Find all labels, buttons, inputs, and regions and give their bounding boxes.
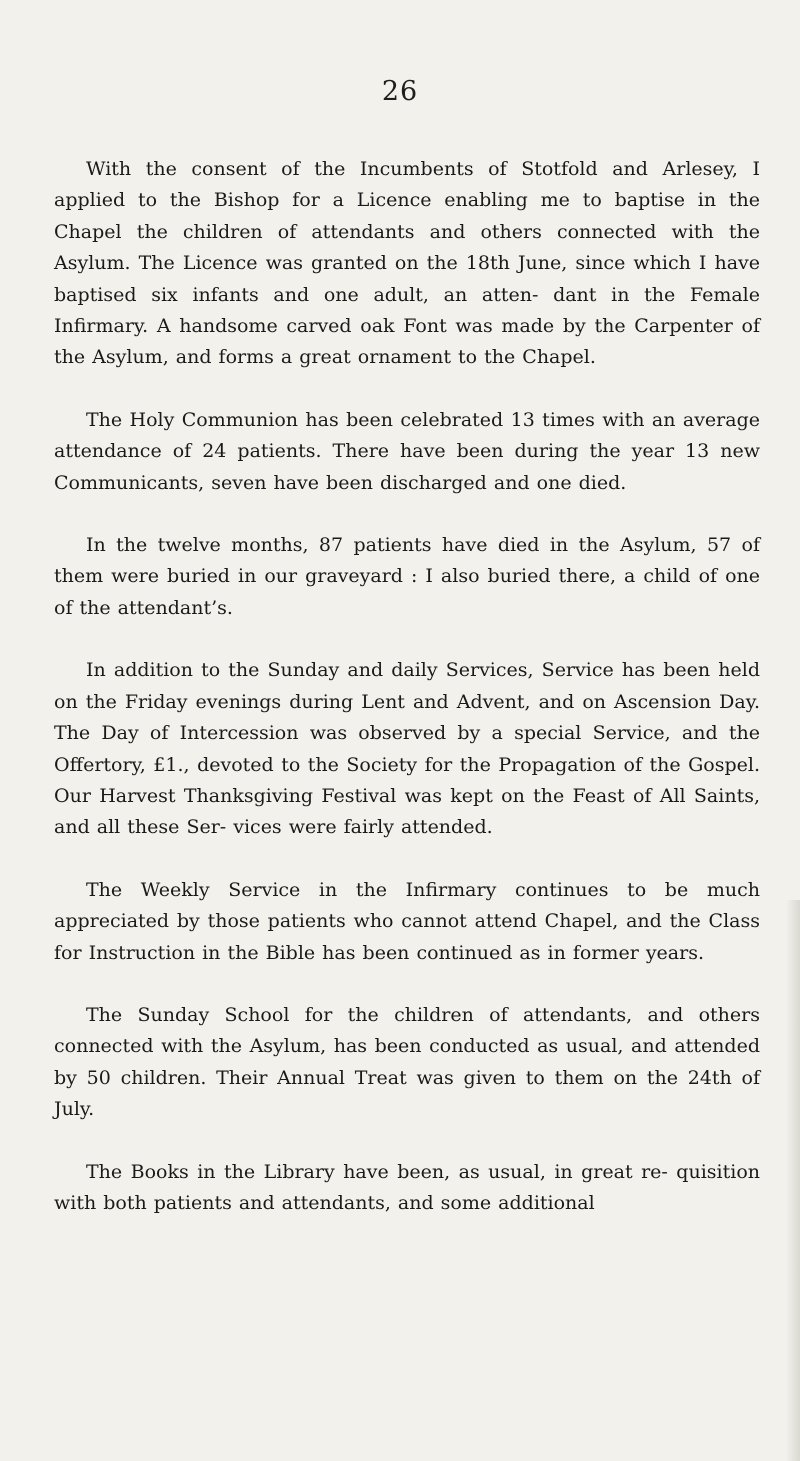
page-edge-shadow [786,900,800,1461]
body-text [54,154,760,1250]
paragraph-deaths-burials: In the twelve months, 87 patients have died in the Asylum, 57 of them were buried in our graveyard : I also buried there, a child of one of the attendant’s. [54,534,760,619]
paragraph-library-books: The Books in the Library have been, as usual, in great re- quisition with both patients and attendants, and some additional [54,1160,760,1214]
page-number: 26 [381,76,419,107]
paragraph-infirmary-service: The Weekly Service in the Infirmary continues to be much appreciated by those patients who cannot attend Chapel, and the Class for Instruction in the Bible has been continued as in former years. [54,878,760,964]
paragraph-sunday-school: The Sunday School for the children of attendants, and others connected with the Asylum, has been conducted as usual, and attended by 50 children. Their Annual Treat was given to them on the 24th of July. [54,1003,760,1121]
paragraph-services: In addition to the Sunday and daily Services, Service has been held on the Friday evenings during Lent and Advent, and on Ascension Day. The Day of Intercession was observed by a special Service, and the Offertory, £1., devoted to the Society for the Propagation of the Gospel. Our Harvest Thanksgiving Festival was kept on the Feast of All Saints, and all these Ser- vices were fairly attended. [54,659,760,839]
paragraph-baptism-licence: With the consent of the Incumbents of Stotfold and Arlesey, I applied to the Bishop for a Licence enabling me to baptise in the Chapel the children of attendants and others connected with the Asylum. The Licence was granted on the 18th June, since which I have baptised six infants and one adult, an atten- dant in the Female Infirmary. A handsome carved oak Font was made by the Carpenter of the Asylum, and forms a great ornament to the Chapel. [54,158,760,369]
paragraph-holy-communion: The Holy Communion has been celebrated 13 times with an average attendance of 24 patients. There have been during the year 13 new Communicants, seven have been discharged and one died. [54,408,760,494]
